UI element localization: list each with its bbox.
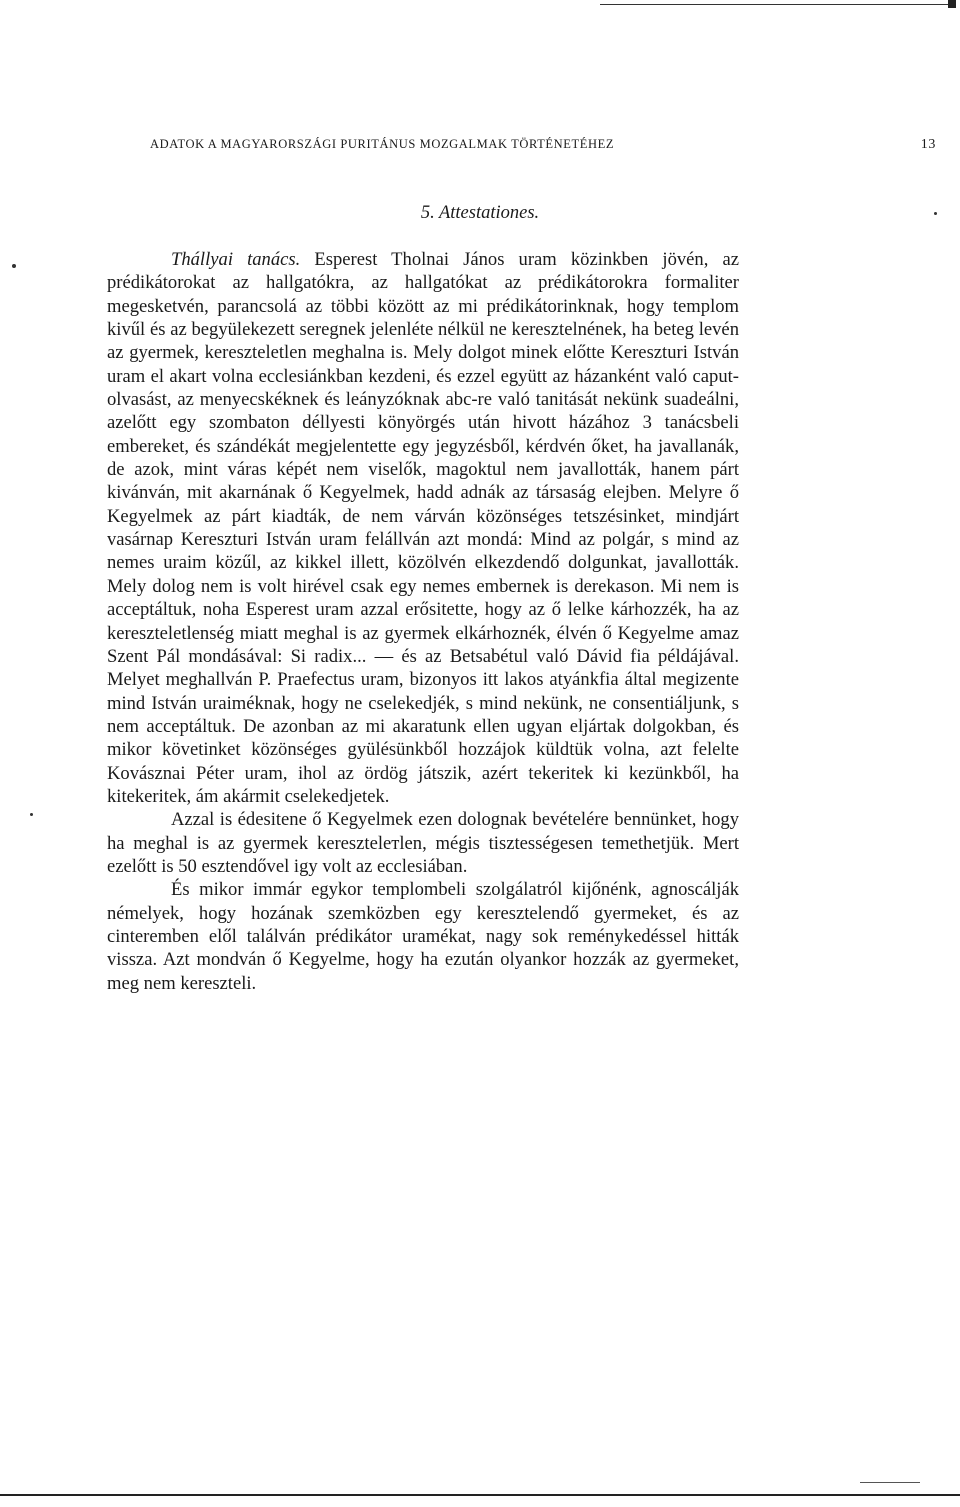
page-number: 13 — [920, 137, 936, 152]
section-title: 5. Attestationes. — [420, 203, 540, 223]
paragraph-3 — [107, 878, 739, 995]
running-head: ADATOK A MAGYARORSZÁGI PURITÁNUS MOZGALMAK TÖRTÉNETÉHEZ — [150, 137, 615, 151]
page-header — [150, 137, 936, 161]
top-scan-rule — [600, 4, 956, 5]
paragraph-text: Esperest Tholnai János uram közinkben jövén, az prédikátorokat az hallgatókra, az hallgatókat az prédikátorokra formaliter megesketvén, parancsolá az többi között az mi prédikátorinknak, hogy templom kivűl és az begyülekezett seregnek jelenléte nélkül ne keresztelnének, ha beteg levén az gyermek, kereszteletlen meghalna is. Mely dolgot minek előtte Kereszturi István uram el akart volna ecclesiánkban kezdeni, és ezzel együtt az házanként való caput-olvasást, az menyecskéknek és leányzóknak abc-re való tanitását nekünk suadeálni, azelőtt egy szombaton déllyesti könyörgés után hivott házához 3 tanácsbeli embereket, és szándékát megjelentette egy jegyzésből, kérdvén őket, ha javallanák, de azok, mint váras képét nem viselők, magoktul nem javallották, hanem párt kivánván, mit akarnának ő Kegyelmek, hadd adnák az társaság elejben. Melyre ő Kegyelmek az párt kiadták, de nem várván közönséges tetszésinket, mindjárt vasárnap Kereszturi István uram felállván azt mondá: Mind az polgár, s mind az nemes uraim közűl, az kikkel illett, közölvén elkezdendő dolgunkat, javallották. Mely dolog nem is volt hirével csak egy nemes embernek is derekason. Mi nem is acceptáltuk, noha Esperest uram azzal erősitette, hogy az ő lelke kárhozzék, ha az kereszteletlenség miatt meghal is az gyermek elkárhoznék, élvén ő Kegyelme amaz Szent Pál mondásával: Si radix... — és az Betsabétul való Dávid fia példájával. Melyet meghallván P. Praefectus uram, bizonyos itt lakos atyánkfia által megizente mind István uraiméknak, hogy ne cselekedjék, s mind nekünk, ne consentiáljunk, s nem acceptáltuk. De azonban az mi akaratunk ellen ugyan eljártak dolgokban, és mikor követinket közönséges gyülésünkből hozzájok küldtük volna, azt felelte Kovásznai Péter uram, ihol az ördög játszik, azért tekeritek ki kezünkből, ha kitekeritek, ám akármit cselekedjetek. — [107, 249, 739, 807]
scan-speck — [934, 212, 937, 215]
bottom-scan-rule — [0, 1494, 960, 1496]
body-text — [107, 248, 739, 995]
scan-smudge — [860, 1482, 920, 1483]
paragraph-lead: Thállyai tanács. — [171, 249, 301, 270]
scan-speck — [30, 813, 33, 816]
paragraph-text: Azzal is édesitene ő Kegyelmek ezen dolognak bevételére bennünket, hogy ha meghal is az gyermek keresztelетlen, mégis tisztességesen temethetjük. Mert ezelőtt is 50 esztendővel igy volt az ecclesiában. — [107, 809, 739, 877]
paragraph-2 — [107, 808, 739, 878]
top-scan-mark — [948, 0, 956, 8]
paragraph-1 — [107, 248, 739, 808]
paragraph-text: És mikor immár egykor templombeli szolgálatról kijőnénk, agnoscálják némelyek, hogy hozának szemközben egy keresztelendő gyermeket, és az cinteremben elől találván prédikátor uramékat, nagy sok reménykedéssel hitták vissza. Azt mondván ő Kegyelme, hogy ha ezután olyankor hozzák az gyermeket, meg nem kereszteli. — [107, 879, 739, 994]
scan-speck — [12, 264, 16, 268]
